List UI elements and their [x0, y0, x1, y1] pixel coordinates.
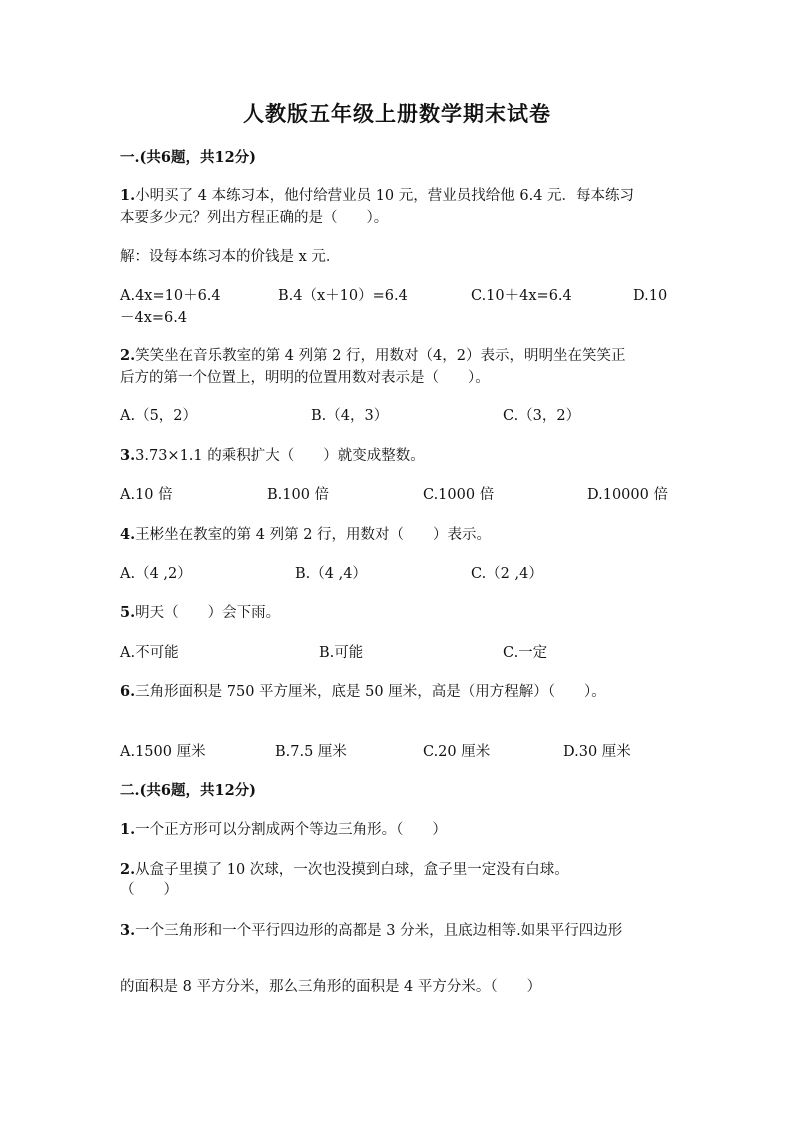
section1-header: 一.(共6题，共12分): [120, 149, 257, 166]
option-b[interactable]: B.（4 ,4）: [295, 566, 367, 582]
tf-question-3-line2: 的面积是 8 平方分米，那么三角形的面积是 4 平方分米。（ ）: [120, 979, 542, 995]
question-2-line2: 后方的第一个位置上，明明的位置用数对表示是（ ）。: [120, 370, 490, 386]
option-a[interactable]: A.（4 ,2）: [120, 566, 192, 582]
question-text: 笑笑坐在音乐教室的第 4 列第 2 行，用数对（4，2）表示，明明坐在笑笑正: [135, 348, 626, 364]
question-number: 1.: [120, 187, 136, 204]
option-a[interactable]: A.4x=10＋6.4: [120, 288, 221, 304]
question-text: 明天（ ）会下雨。: [135, 605, 281, 621]
option-d-continued: －4x=6.4: [120, 310, 188, 326]
option-d[interactable]: D.10000 倍: [587, 487, 668, 503]
question-number: 4.: [120, 526, 136, 543]
question-5: [120, 602, 680, 624]
question-text: 王彬坐在教室的第 4 列第 2 行，用数对（ ）表示。: [135, 527, 492, 543]
option-c[interactable]: C.1000 倍: [423, 487, 495, 503]
page-title: 人教版五年级上册数学期末试卷: [243, 101, 551, 126]
question-1-solution: 解：设每本练习本的价钱是 x 元．: [120, 249, 341, 265]
question-1-line2: 本要多少元？列出方程正确的是（ ）。: [120, 210, 389, 226]
option-a[interactable]: A.不可能: [120, 645, 179, 661]
question-6: [120, 681, 680, 703]
option-a[interactable]: A.10 倍: [120, 487, 173, 503]
question-number: 2.: [120, 861, 136, 878]
option-b[interactable]: B.4（x＋10）=6.4: [278, 288, 408, 304]
tf-question-2-line2: （ ）: [120, 882, 178, 898]
option-b[interactable]: B.100 倍: [267, 487, 330, 503]
question-2-line1: [120, 345, 680, 367]
tf-question-3-line1: [120, 920, 680, 942]
question-number: 3.: [120, 447, 136, 464]
option-c[interactable]: C.10＋4x=6.4: [471, 288, 572, 304]
option-b[interactable]: B.可能: [319, 645, 364, 661]
option-b[interactable]: B.（4，3）: [311, 408, 389, 424]
option-c[interactable]: C.（3，2）: [503, 408, 581, 424]
question-text: 小明买了 4 本练习本，他付给营业员 10 元，营业员找给他 6.4 元．每本练习: [135, 188, 635, 204]
question-1-line1: [120, 185, 680, 207]
question-text: 从盒子里摸了 10 次球，一次也没摸到白球，盒子里一定没有白球。: [135, 862, 569, 878]
question-text: 一个正方形可以分割成两个等边三角形。（ ）: [135, 822, 447, 838]
question-text: 一个三角形和一个平行四边形的高都是 3 分米，且底边相等.如果平行四边形: [135, 923, 623, 939]
option-d[interactable]: D.10: [633, 288, 668, 304]
option-c[interactable]: C.（2 ,4）: [471, 566, 543, 582]
question-number: 6.: [120, 683, 136, 700]
option-c[interactable]: C.20 厘米: [423, 744, 491, 760]
question-3: [120, 445, 680, 467]
section2-header: 二.(共6题，共12分): [120, 782, 257, 799]
question-number: 1.: [120, 821, 136, 838]
question-text: 3.73×1.1 的乘积扩大（ ）就变成整数。: [135, 448, 425, 464]
option-c[interactable]: C.一定: [503, 645, 548, 661]
option-a[interactable]: A.（5，2）: [120, 408, 198, 424]
question-number: 2.: [120, 347, 136, 364]
question-number: 5.: [120, 604, 136, 621]
question-text: 三角形面积是 750 平方厘米，底是 50 厘米，高是（用方程解）（ ）。: [135, 684, 606, 700]
question-number: 3.: [120, 922, 136, 939]
option-a[interactable]: A.1500 厘米: [120, 744, 206, 760]
option-d[interactable]: D.30 厘米: [563, 744, 631, 760]
tf-question-2-line1: [120, 859, 680, 881]
question-4: [120, 524, 680, 546]
option-b[interactable]: B.7.5 厘米: [275, 744, 347, 760]
tf-question-1: [120, 819, 680, 841]
